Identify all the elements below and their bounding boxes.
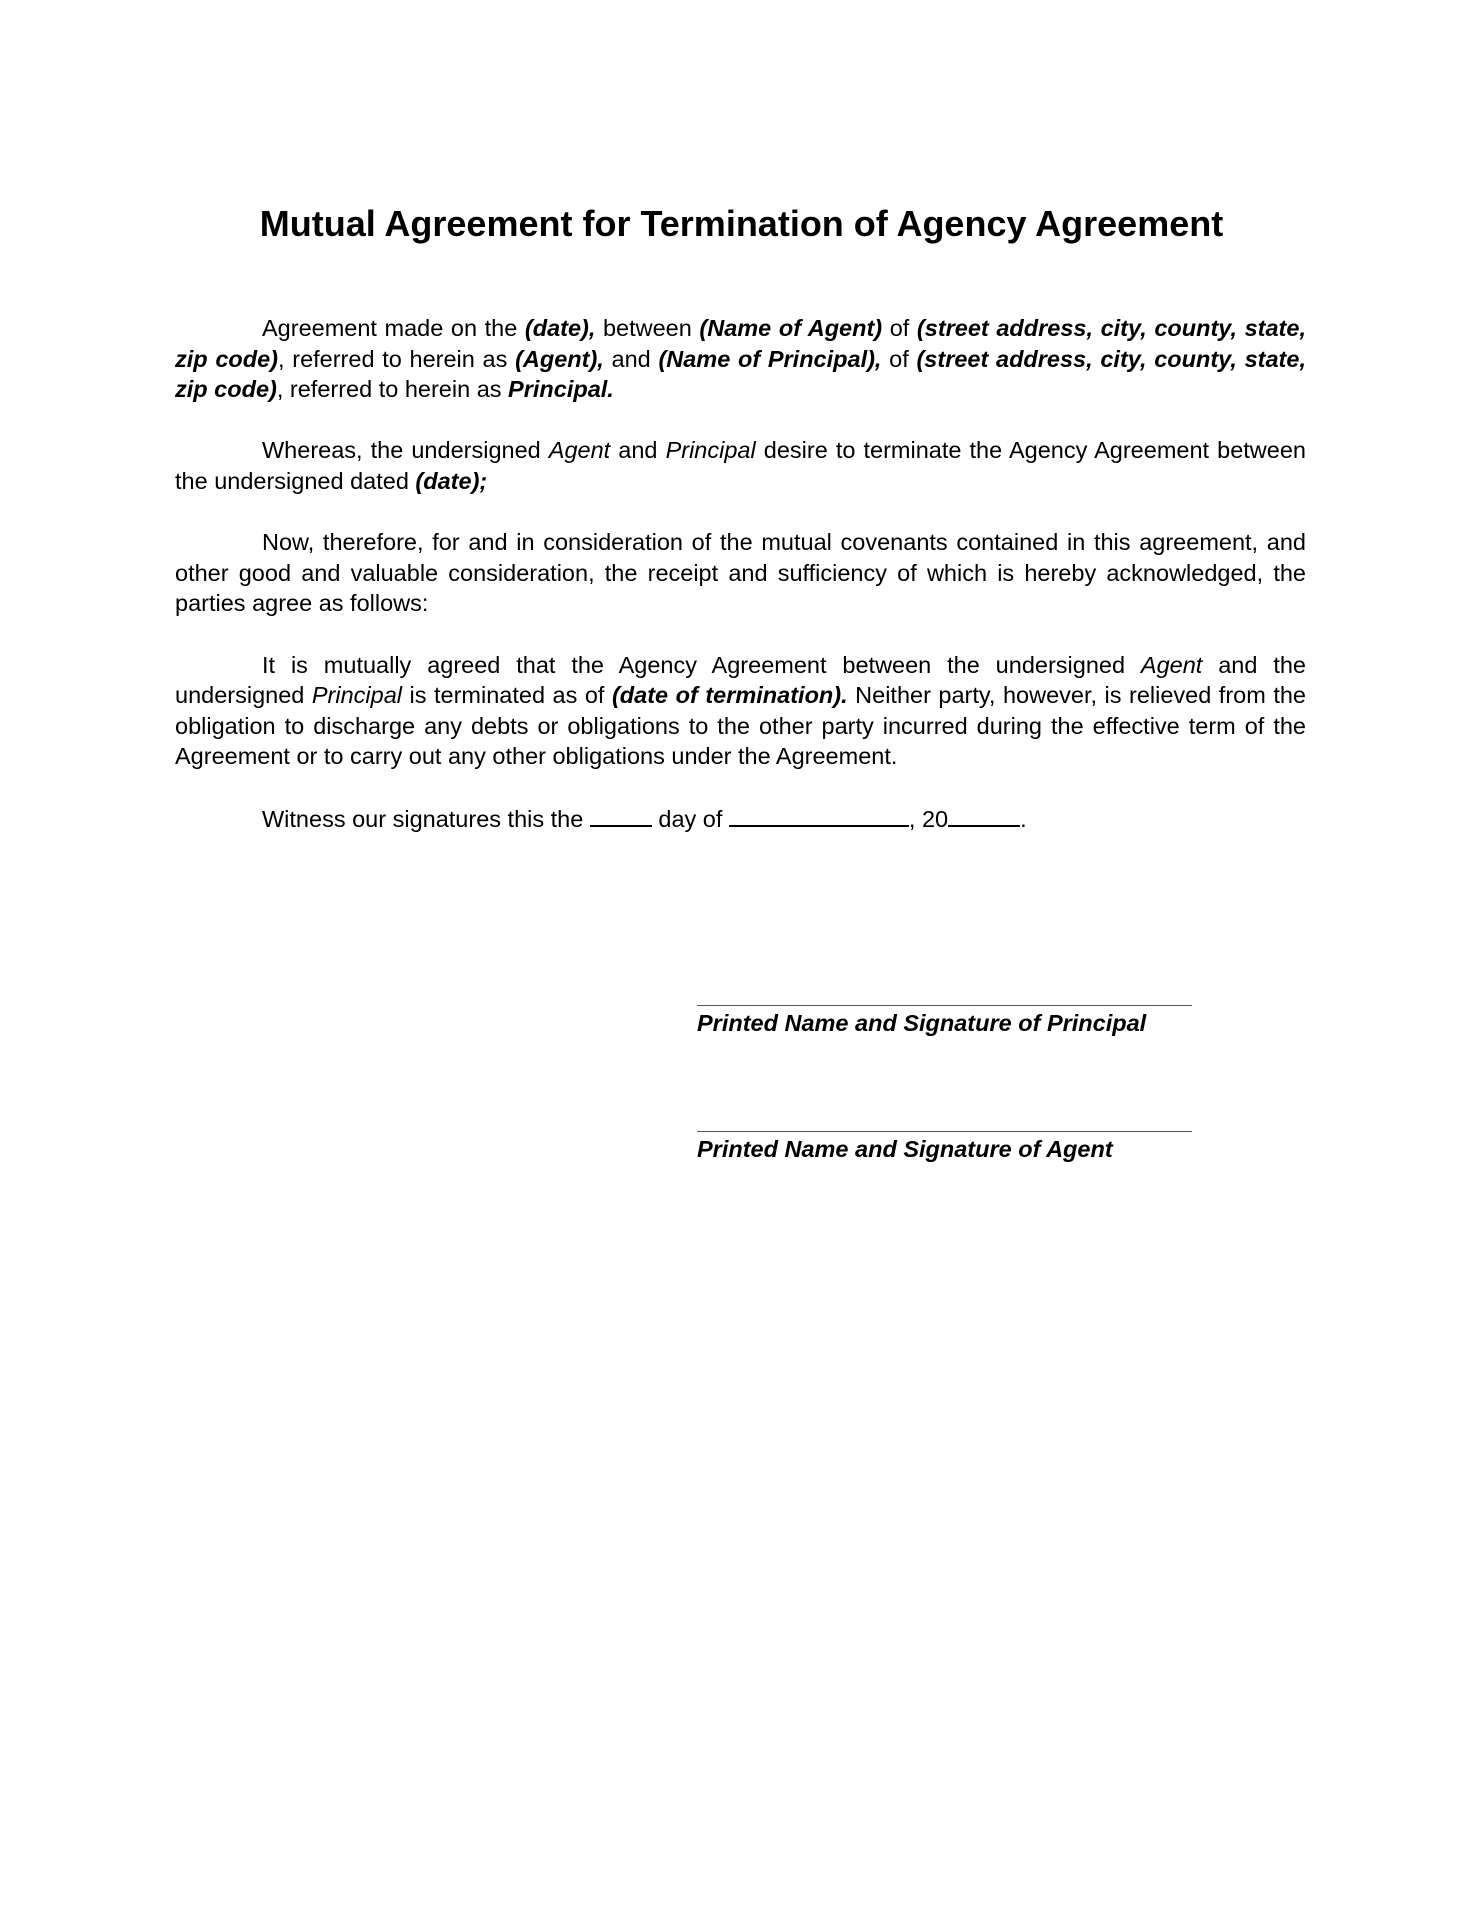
text-segment: and the undersigned — [175, 651, 1306, 709]
text-segment: desire to terminate the Agency Agreement between the undersigned dated — [175, 437, 1306, 494]
text-segment: Neither party, however, is relieved from the obligation to discharge any debts or obligations to the other party incurred during the effective term of the Agreement or to carry out any other obligations under the Agreement. — [175, 682, 1306, 770]
text-segment: (date); — [415, 467, 488, 494]
text-segment: of — [881, 345, 917, 372]
witness-text-3: , 20 — [908, 805, 949, 832]
agent-signature-line[interactable] — [697, 1131, 1192, 1132]
text-segment: (date), — [524, 315, 596, 341]
text-segment: (Agent), — [515, 345, 604, 372]
text-segment: between — [595, 315, 700, 341]
principal-signature-block — [697, 1005, 1192, 1037]
agent-signature-block — [697, 1131, 1192, 1163]
text-segment: (street address, city, county, state, zip code) — [175, 345, 1306, 403]
text-segment: Principal. — [508, 376, 614, 403]
witness-text-4: . — [1020, 805, 1027, 832]
text-segment: Agent — [548, 437, 611, 464]
document-body — [175, 313, 1306, 865]
witness-text-1: Witness our signatures this the — [262, 805, 590, 832]
text-segment: of — [882, 315, 917, 341]
document-title: Mutual Agreement for Termination of Agency Agreement — [259, 203, 1224, 244]
text-segment: Principal — [311, 682, 402, 709]
month-blank[interactable] — [729, 803, 909, 827]
witness-text-2: day of — [651, 805, 729, 832]
text-segment: Agent — [1140, 651, 1203, 678]
text-segment: It is mutually agreed that the Agency Agreement between the undersigned — [262, 651, 1141, 678]
text-segment: (Name of Principal), — [658, 345, 882, 372]
paragraph-witness — [175, 803, 1306, 835]
text-segment: (Name of Agent) — [699, 315, 883, 341]
text-segment: Whereas, the undersigned — [262, 437, 549, 464]
paragraph-termination — [175, 650, 1306, 772]
text-segment: Agreement made on the — [262, 315, 525, 341]
principal-signature-label: Printed Name and Signature of Principal — [697, 1010, 1147, 1036]
text-segment: (street address, city, county, state, zip code) — [175, 315, 1306, 372]
paragraph-parties — [175, 313, 1306, 405]
text-segment: (date of termination). — [611, 682, 848, 709]
text-segment: , referred to herein as — [276, 376, 509, 403]
text-segment: is terminated as of — [402, 682, 612, 709]
text-segment: and — [610, 437, 666, 464]
text-segment: Now, therefore, for and in consideration of the mutual covenants contained in this agreement, and other good and valuable consideration, the receipt and sufficiency of which is hereby acknowledged, the parties agree as follows: — [175, 529, 1306, 617]
paragraph-now-therefore — [175, 527, 1306, 619]
text-segment: Principal — [665, 437, 756, 464]
paragraph-whereas — [175, 435, 1306, 496]
day-blank[interactable] — [590, 803, 652, 827]
principal-signature-line[interactable] — [697, 1005, 1192, 1006]
year-blank[interactable] — [948, 803, 1020, 827]
text-segment: , referred to herein as — [278, 345, 516, 372]
text-segment: and — [603, 345, 659, 372]
agent-signature-label: Printed Name and Signature of Agent — [697, 1136, 1113, 1162]
